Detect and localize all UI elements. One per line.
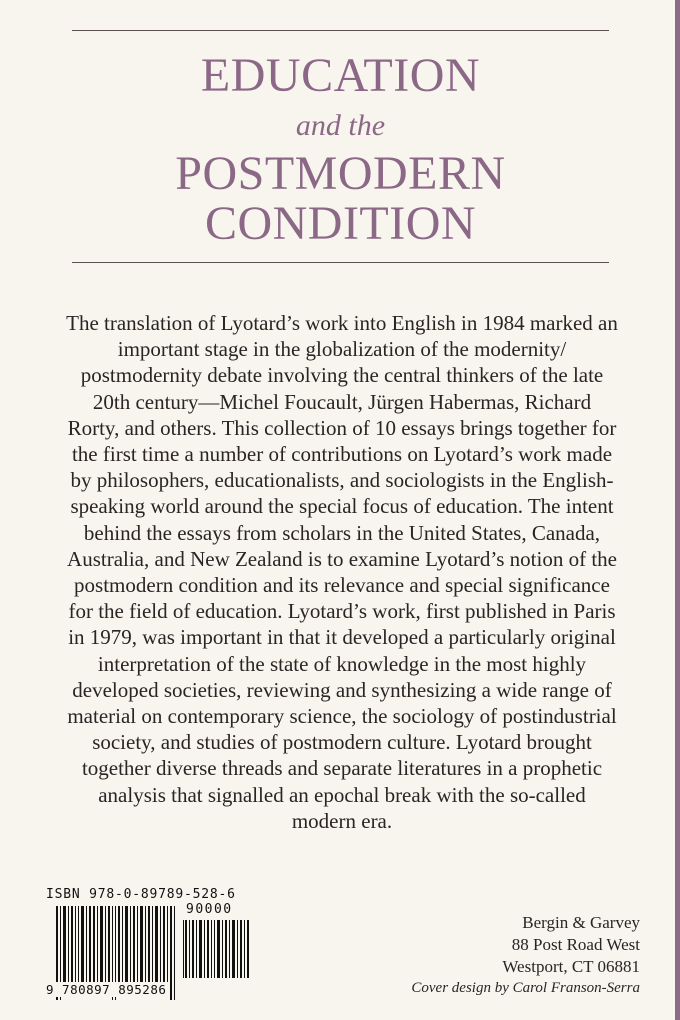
publisher-street: 88 Post Road West xyxy=(511,935,640,954)
title-line-education: EDUCATION xyxy=(200,49,481,102)
publisher-city: Westport, CT 06881 xyxy=(502,957,640,976)
barcode-addon-bars xyxy=(183,920,249,978)
title-line-and-the: and the xyxy=(295,109,386,142)
title-line-postmodern: POSTMODERN xyxy=(175,147,506,200)
barcode-digits: 9 780897 895286 xyxy=(46,982,167,997)
title-line-condition: CONDITION xyxy=(204,197,477,250)
cover-design-credit: Cover design by Carol Franson-Serra xyxy=(411,980,640,996)
top-rule xyxy=(72,30,609,31)
cover-edge-strip xyxy=(675,0,680,1020)
bottom-rule xyxy=(72,262,609,263)
publisher-name: Bergin & Garvey xyxy=(522,913,640,932)
publisher-address xyxy=(502,912,640,978)
price-code-text: 90000 xyxy=(186,902,233,917)
back-cover-blurb: The translation of Lyotard’s work into English in 1984 marked an important stage in the globalization of the modernity/ postmodernity debate involving the central thinkers of the late 20th century—Michel Foucault, Jürgen Habermas, Richard Rorty, and others. This collection of 10 essays brings together for the first time a number of contributions on Lyotard’s work made by philosophers, educationalists, and sociologists in the English-speaking world around the special focus of education. The intent behind the essays from scholars in the United States, Canada, Australia, and New Zealand is to examine Lyotard’s notion of the postmodern condition and its relevance and special significance for the field of education. Lyotard’s work, first published in Paris in 1979, was important in that it developed a particularly original interpretation of the state of knowledge in the most highly developed societies, reviewing and synthesizing a wide range of material on contemporary science, the sociology of postindustrial society, and studies of postmodern culture. Lyotard brought together diverse threads and separate literatures in a prophetic analysis that signalled an epochal break with the so-called modern era. xyxy=(66,311,618,833)
isbn-text: ISBN 978-0-89789-528-6 xyxy=(46,887,236,902)
